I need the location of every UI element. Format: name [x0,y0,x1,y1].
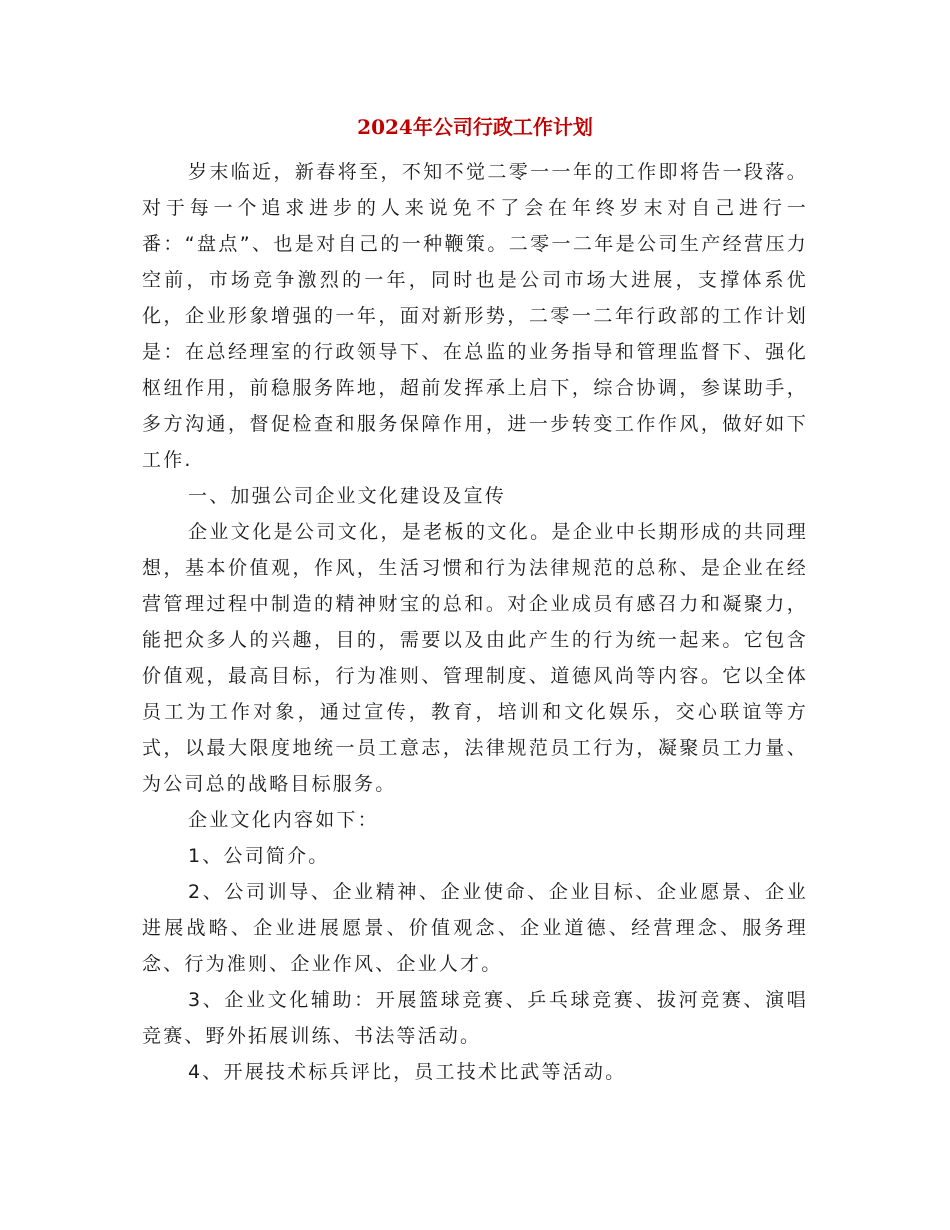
document-title: 2024年公司行政工作计划 [357,115,593,139]
section-heading-1: 一、加强公司企业文化建设及宣传 [188,485,507,507]
paragraph-intro: 岁末临近，新春将至，不知不觉二零一一年的工作即将告一段落。对于每一个追求进步的人来说免不了会在年终岁末对自己进行一番：“盘点”、也是对自己的一种鞭策。二零一二年是公司生产经营压力空前，市场竞争激烈的一年，同时也是公司市场大进展，支撑体系优化，企业形象增强的一年，面对新形势，二零一二年行政部的工作计划是：在总经理室的行政领导下、在总监的业务指导和管理监督下、强化枢纽作用，前稳服务阵地，超前发挥承上启下，综合协调，参谋助手，多方沟通，督促检查和服务保障作用，进一步转变工作作风，做好如下工作. [142,161,808,471]
list-item-2: 2、公司训导、企业精神、企业使命、企业目标、企业愿景、企业进展战略、企业进展愿景、价值观念、企业道德、经营理念、服务理念、行为准则、企业作风、企业人才。 [142,881,808,975]
list-item-3: 3、企业文化辅助：开展篮球竞赛、乒乓球竞赛、拔河竞赛、演唱竞赛、野外拓展训练、书法等活动。 [142,989,808,1047]
paragraph-culture-list-intro: 企业文化内容如下： [188,809,379,831]
paragraph-culture: 企业文化是公司文化，是老板的文化。是企业中长期形成的共同理想，基本价值观，作风，生活习惯和行为法律规范的总称、是企业在经营管理过程中制造的精神财宝的总和。对企业成员有感召力和凝聚力，能把众多人的兴趣，目的，需要以及由此产生的行为统一起来。它包含价值观，最高目标，行为准则、管理制度、道德风尚等内容。它以全体员工为工作对象，通过宣传，教育，培训和文化娱乐，交心联谊等方式，以最大限度地统一员工意志，法律规范员工行为，凝聚员工力量、为公司总的战略目标服务。 [142,521,808,795]
list-item-1: 1、公司简介。 [188,845,330,867]
document-body [142,154,808,1090]
list-item-4: 4、开展技术标兵评比，员工技术比武等活动。 [188,1061,627,1083]
